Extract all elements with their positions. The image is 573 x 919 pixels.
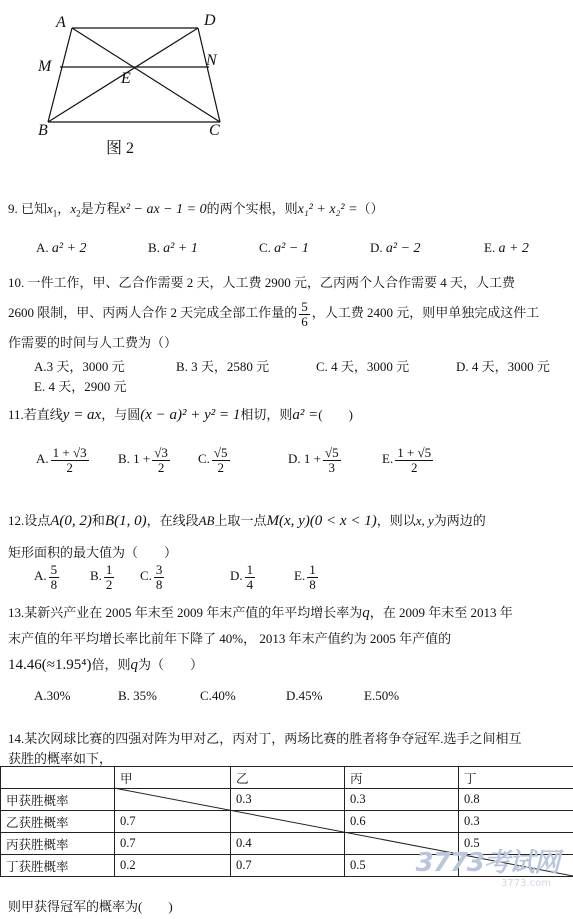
q9-text-a: 9. 已知: [8, 201, 48, 216]
q11-line-eq: y = ax: [62, 407, 102, 423]
q11-stem: 11.若直线y = ax，与圆(x − a)² + y² = 1相切，则a² =( ): [8, 407, 353, 423]
table-cell: 0.6: [345, 811, 459, 833]
table-cell: 0.2: [115, 855, 231, 877]
point-m-label: M: [38, 58, 52, 75]
q14-line1: 14.某次网球比赛的四强对阵为甲对乙，丙对丁，两场比赛的胜者将争夺冠军.选手之间相互: [8, 731, 522, 746]
q13-option-c[interactable]: C.40%: [200, 688, 236, 703]
table-row-label: 丁获胜概率: [1, 855, 115, 877]
point-c-label: C: [209, 122, 220, 139]
q10-line2-a: 2600 限制，甲、丙两人合作 2 天完成全部工作量的: [8, 305, 298, 321]
q14-question: 则甲获得冠军的概率为( ): [8, 899, 173, 914]
table-cell: 0.5: [459, 833, 573, 855]
q11-circle-eq: (x − a)² + y² = 1: [140, 407, 241, 423]
q12-option-b[interactable]: B. $\frac{1}{2}$: [90, 562, 113, 592]
q9-expr: x₁² + x₂² =: [297, 202, 358, 217]
q10-line2-b: ，人工费 2400 元，则甲单独完成这件工: [311, 305, 540, 321]
table-cell: 0.7: [231, 855, 345, 877]
table-row-label: 甲获胜概率: [1, 789, 115, 811]
q9-option-d[interactable]: D. a² − 2: [370, 240, 421, 256]
q9-x1: x: [47, 201, 53, 216]
q10-option-a[interactable]: A.3 天，3000 元: [34, 359, 125, 374]
segment-dc: [198, 28, 220, 122]
q9-option-e[interactable]: E. a + 2: [484, 240, 529, 256]
q14-line2: 获胜的概率如下，: [8, 751, 113, 766]
q9-paren: （）: [357, 201, 384, 216]
watermark-logo: 3773考试网: [415, 848, 559, 878]
q10-line3: 作需要的时间与人工费为（）: [8, 335, 178, 350]
q13-line3: 14.46(≈1.95⁴)倍，则q为（ ）: [8, 657, 203, 673]
q13-option-d[interactable]: D.45%: [286, 688, 323, 703]
q12-option-e[interactable]: E. $\frac{1}{8}$: [294, 562, 316, 592]
q11-option-a[interactable]: A. $\frac{1 + √3}{2}$: [36, 445, 87, 475]
point-a-label: A: [56, 14, 66, 31]
q12-option-d[interactable]: D. $\frac{1}{4}$: [230, 562, 254, 592]
q10-line1: 10. 一件工作，甲、乙合作需要 2 天，人工费 2900 元，乙丙两个人合作需要 4 天，人工费: [8, 275, 516, 290]
table-cell: 0.7: [115, 811, 231, 833]
q11-option-e[interactable]: E. $\frac{1 + √5}{2}$: [382, 445, 432, 475]
q9-x1-sub: 1: [52, 208, 58, 219]
q10-option-b[interactable]: B. 3 天，2580 元: [176, 359, 270, 374]
q10-option-e[interactable]: E. 4 天，2900 元: [34, 379, 127, 394]
q11-option-d[interactable]: D. 1 + $\frac{√5}{3}$: [288, 445, 339, 475]
table-cell: 0.3: [459, 811, 573, 833]
point-d-label: D: [204, 12, 216, 29]
figure-caption: 图 2: [106, 140, 135, 157]
q13-option-e[interactable]: E.50%: [364, 688, 400, 703]
q12-option-a[interactable]: A. $\frac{5}{8}$: [34, 562, 58, 592]
table-row-label: 乙获胜概率: [1, 811, 115, 833]
point-n-label: N: [206, 52, 217, 69]
q9-x2: x: [70, 201, 77, 216]
point-e-label: E: [121, 70, 131, 87]
q13-line1: 13.某新兴产业在 2005 年末至 2009 年末产值的年平均增长率为q，在 2009 年末至 2013 年: [8, 605, 513, 621]
table-cell: 0.8: [459, 789, 573, 811]
q10-option-c[interactable]: C. 4 天，3000 元: [316, 359, 410, 374]
q13-option-b[interactable]: B. 35%: [118, 688, 158, 703]
q9-comma: ，: [57, 201, 71, 216]
q12-stem: 12.设点A(0, 2)和B(1, 0)，在线段AB上取一点M(x, y)(0 < x < 1)，则以x, y为两边的: [8, 513, 486, 529]
q10-line2: [8, 300, 539, 328]
table-cell: 0.3: [231, 789, 345, 811]
q9-text-b: 是方程: [80, 201, 120, 216]
q9-option-b[interactable]: B. a² + 1: [148, 240, 198, 256]
q9-x2-sub: 2: [76, 208, 81, 219]
q9-stem: [8, 198, 384, 219]
table-cell: 0.3: [345, 789, 459, 811]
q9-option-c[interactable]: C. a² − 1: [259, 240, 309, 256]
q12-line2: 矩形面积的最大值为（ ）: [8, 545, 178, 560]
table-cell: 0.7: [115, 833, 231, 855]
q11-target: a² =: [292, 407, 319, 423]
q11-option-b[interactable]: B. 1 + $\frac{√3}{2}$: [118, 445, 168, 475]
table-cell: 0.5: [345, 855, 459, 877]
table-header-cell: 丁: [459, 767, 573, 789]
point-b-label: B: [38, 122, 48, 139]
q13-option-a[interactable]: A.30%: [34, 688, 71, 703]
q12-option-c[interactable]: C. $\frac{3}{8}$: [140, 562, 163, 592]
table-header-cell: 丙: [345, 767, 459, 789]
q9-text-c: 的两个实根，则: [206, 201, 298, 216]
table-row-label: 丙获胜概率: [1, 833, 115, 855]
table-header-cell: 乙: [231, 767, 345, 789]
table-header-cell: 甲: [115, 767, 231, 789]
q13-line2: 末产值的年平均增长率比前年下降了 40%， 2013 年末产值约为 2005 年产值的: [8, 631, 452, 646]
q11-option-c[interactable]: C. $\frac{√5}{2}$: [198, 445, 228, 475]
table-cell: 0.4: [231, 833, 345, 855]
q9-equation: x² − ax − 1 = 0: [119, 202, 207, 217]
segment-ac: [72, 28, 220, 122]
q10-fraction: $\frac{5}{6}$: [301, 299, 308, 329]
q10-option-d[interactable]: D. 4 天，3000 元: [456, 359, 550, 374]
q9-option-a[interactable]: A. a² + 2: [36, 240, 87, 256]
segment-ab: [48, 28, 72, 122]
watermark-url: 3773.com: [501, 878, 551, 889]
